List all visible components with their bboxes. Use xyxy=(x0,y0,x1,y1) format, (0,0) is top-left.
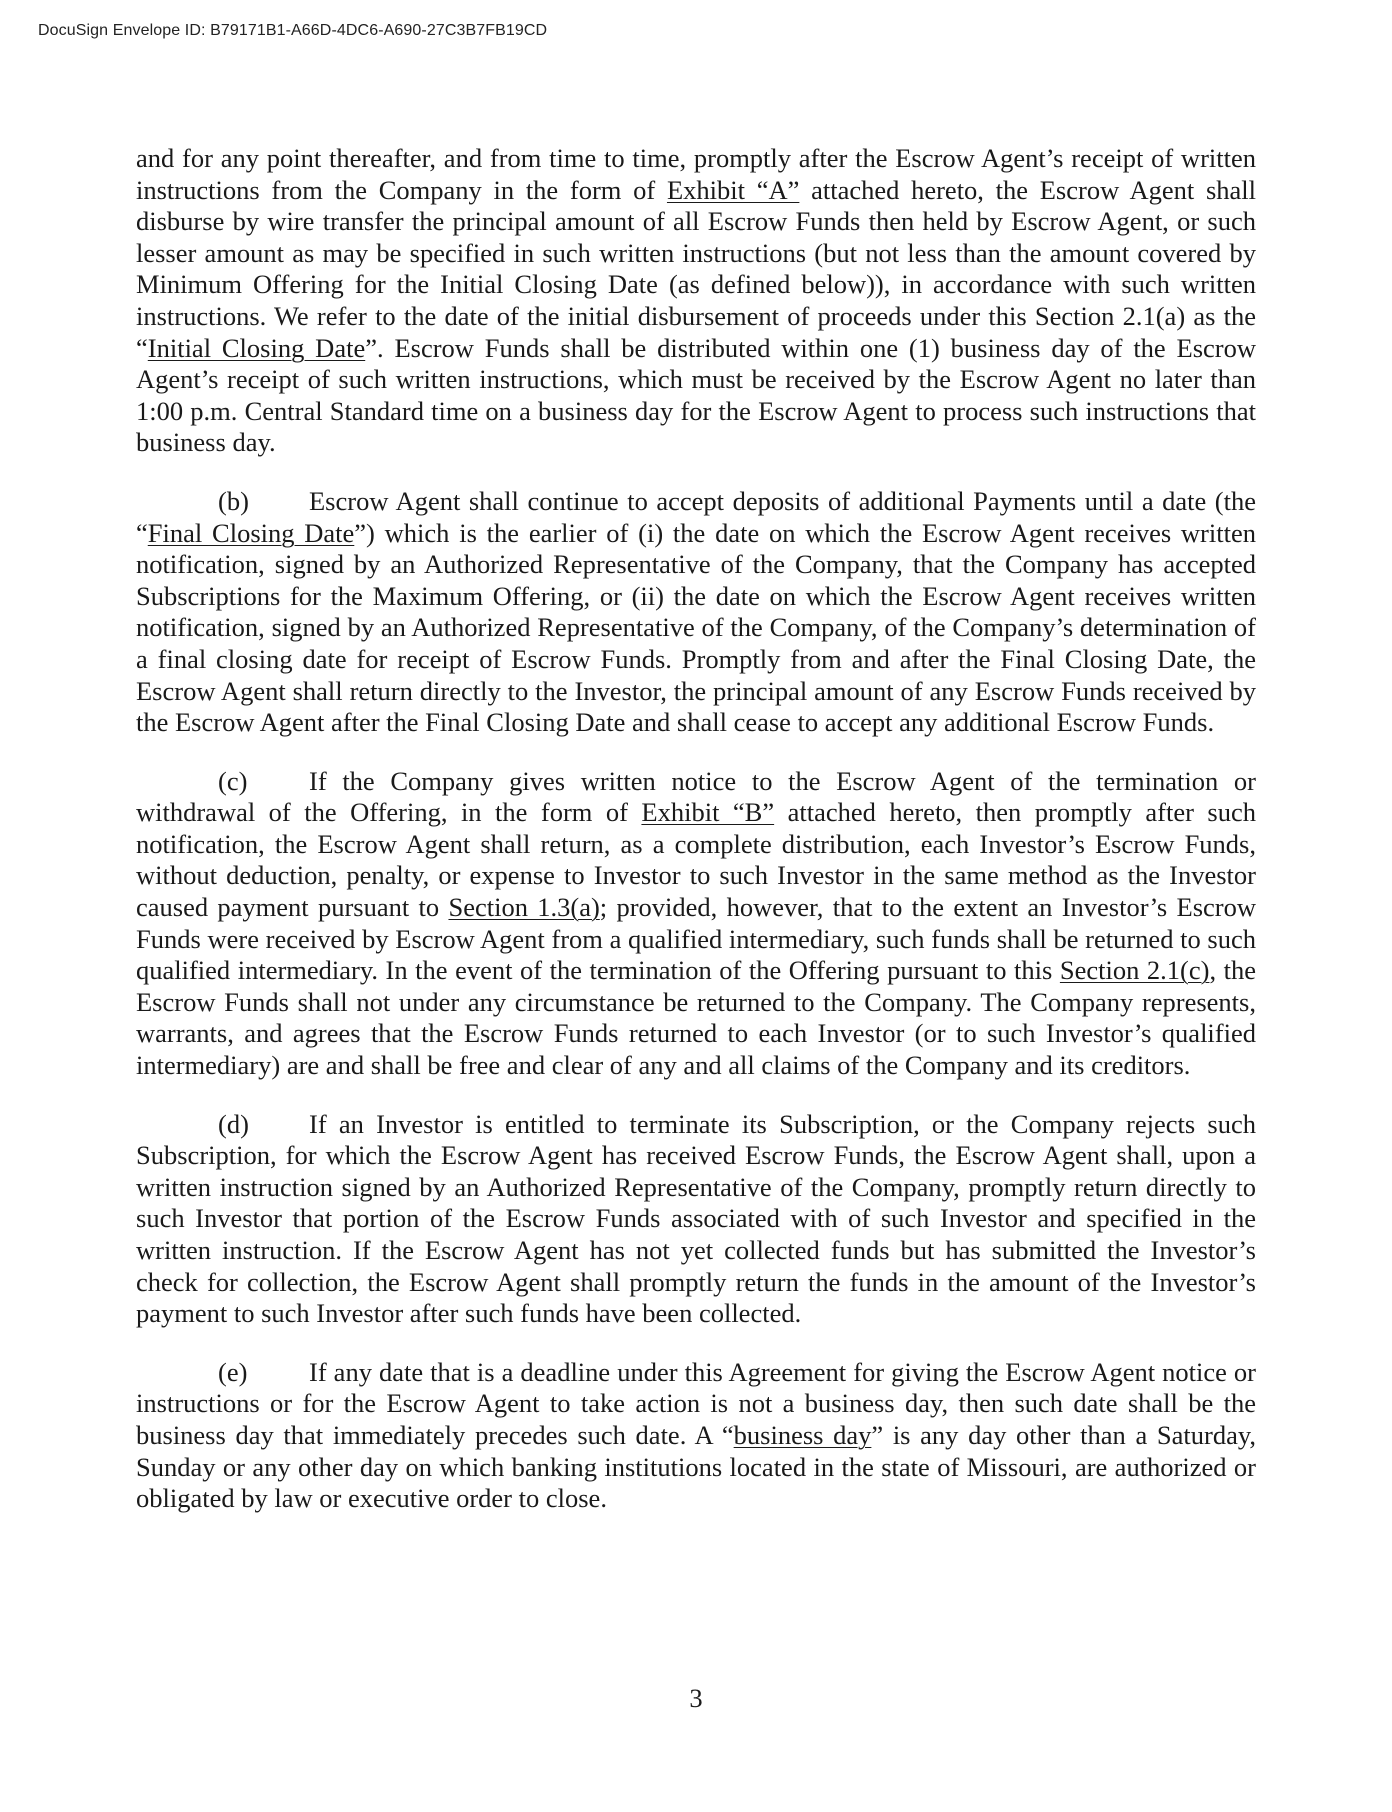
page-number: 3 xyxy=(689,1683,703,1713)
initial-closing-date-term: Initial Closing Date xyxy=(147,332,366,363)
section-1-3a-reference: Section 1.3(a) xyxy=(448,892,600,923)
paragraph-a-continued xyxy=(136,143,1256,459)
text-segment: attached hereto, the Escrow Agent shall disburse by wire transfer the principal amount of all Escrow Funds then held by Escrow Agent, or such lesser amount as may be specified in such written instructions (but not less than the amount covered by Minimum Offering for the Initial Closing Date (as defined below)), in accordance with such written instructions. We refer to the date of the initial disbursement of proceeds under this Section 2.1(a) as the “ xyxy=(136,174,1257,363)
text-segment: and for any point thereafter, and from time to time, promptly after the Escrow Agent’s receipt of written instructions from the Company in the form of xyxy=(136,143,1256,205)
text-segment: If the Company gives written notice to the Escrow Agent of the termination or withdrawal of the Offering, in the form of xyxy=(136,765,1256,828)
text-segment: attached hereto, then promptly after such notification, the Escrow Agent shall return, as a complete distribution, each Investor’s Escrow Funds, without deduction, penalty, or expense to Investor to such Investor in the same method as the Investor caused payment pursuant to xyxy=(136,797,1256,923)
paragraph-marker-c: (c) xyxy=(218,765,248,796)
exhibit-b-reference: Exhibit “B” xyxy=(641,797,775,828)
text-segment: ”. Escrow Funds shall be distributed within one (1) business day of the Escrow Agent’s receipt of such written instructions, which must be received by the Escrow Agent no later than 1:00 p.m. Central Standard time on a business day for the Escrow Agent to process such instructions that business day. xyxy=(136,332,1256,458)
paragraph-d xyxy=(136,1109,1256,1330)
text-segment: If any date that is a deadline under this Agreement for giving the Escrow Agent notice or instructions or for the Escrow Agent to take action is not a business day, then such date shall be the business day that immediately precedes such date. A “ xyxy=(136,1356,1256,1450)
section-2-1c-reference: Section 2.1(c) xyxy=(1059,955,1210,986)
paragraph-marker-d: (d) xyxy=(218,1108,249,1139)
text-segment: ; provided, however, that to the extent an Investor’s Escrow Funds were received by Escrow Agent from a qualified intermediary, such funds shall be returned to such qualified intermediary. In the event of the termination of the Offering pursuant to this xyxy=(136,892,1256,986)
exhibit-a-reference: Exhibit “A” xyxy=(666,174,800,205)
document-body xyxy=(136,143,1256,1542)
text-segment: Escrow Agent shall continue to accept deposits of additional Payments until a date (the “ xyxy=(136,485,1256,548)
docusign-envelope-id: DocuSign Envelope ID: B79171B1-A66D-4DC6-A690-27C3B7FB19CD xyxy=(38,22,548,39)
paragraph-b xyxy=(136,486,1256,739)
final-closing-date-term: Final Closing Date xyxy=(147,517,355,548)
text-segment: , the Escrow Funds shall not under any circumstance be returned to the Company. The Company represents, warrants, and agrees that the Escrow Funds returned to each Investor (or to such Investor’s qualified intermediary) are and shall be free and clear of any and all claims of the Company and its creditors. xyxy=(136,955,1257,1081)
paragraph-marker-b: (b) xyxy=(218,485,249,516)
paragraph-marker-e: (e) xyxy=(218,1356,248,1387)
text-segment: ”) which is the earlier of (i) the date on which the Escrow Agent receives written notification, signed by an Authorized Representative of the Company, that the Company has accepted Subscriptions for the Maximum Offering, or (ii) the date on which the Escrow Agent receives written notification, signed by an Authorized Representative of the Company, of the Company’s determination of a final closing date for receipt of Escrow Funds. Promptly from and after the Final Closing Date, the Escrow Agent shall return directly to the Investor, the principal amount of any Escrow Funds received by the Escrow Agent after the Final Closing Date and shall cease to accept any additional Escrow Funds. xyxy=(136,517,1256,738)
paragraph-e xyxy=(136,1357,1256,1515)
paragraph-c xyxy=(136,766,1256,1082)
text-segment: ” is any day other than a Saturday, Sunday or any other day on which banking institutions located in the state of Missouri, are authorized or obligated by law or executive order to close. xyxy=(136,1419,1256,1514)
text-segment: If an Investor is entitled to terminate its Subscription, or the Company rejects such Subscription, for which the Escrow Agent has received Escrow Funds, the Escrow Agent shall, upon a written instruction signed by an Authorized Representative of the Company, promptly return directly to such Investor that portion of the Escrow Funds associated with of such Investor and specified in the written instruction. If the Escrow Agent has not yet collected funds but has submitted the Investor’s check for collection, the Escrow Agent shall promptly return the funds in the amount of the Investor’s payment to such Investor after such funds have been collected. xyxy=(136,1108,1256,1329)
business-day-term: business day xyxy=(733,1419,872,1450)
